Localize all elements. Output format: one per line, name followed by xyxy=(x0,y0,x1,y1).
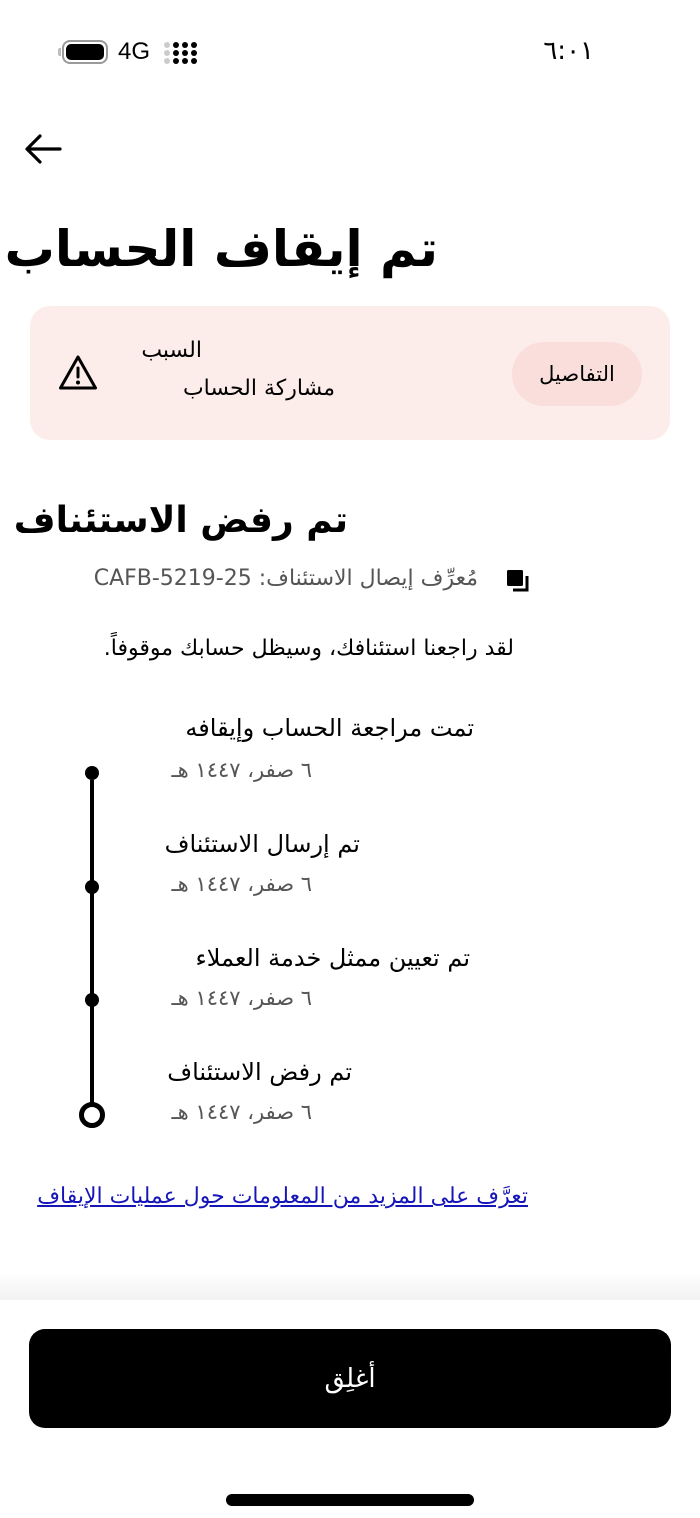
details-button[interactable]: التفاصيل xyxy=(512,342,642,406)
timeline-item-date: ٦ صفر، ١٤٤٧ هـ xyxy=(171,758,312,782)
reason-label: السبب xyxy=(141,338,202,363)
timeline-dot xyxy=(85,880,99,894)
warning-triangle-icon xyxy=(58,354,98,392)
suspension-reason-card xyxy=(30,306,670,440)
timeline-dot xyxy=(85,766,99,780)
footer-shadow xyxy=(0,1272,700,1302)
timeline-dot-current xyxy=(79,1102,105,1128)
battery-icon xyxy=(62,40,108,64)
timeline-connector xyxy=(90,780,94,1110)
learn-more-link[interactable]: تعرَّف على المزيد من المعلومات حول عمليات الإيقاف xyxy=(37,1184,528,1209)
back-button[interactable] xyxy=(22,128,64,170)
close-button[interactable]: أغلِق xyxy=(29,1329,671,1428)
timeline-item-title: تم رفض الاستئناف xyxy=(167,1058,352,1086)
clock: ٦:٠١ xyxy=(543,36,594,66)
appeal-status-heading: تم رفض الاستئناف xyxy=(13,500,348,541)
page-title: تم إيقاف الحساب xyxy=(4,220,438,278)
network-type: 4G xyxy=(118,38,151,65)
signal-icon xyxy=(164,42,200,64)
timeline-dot xyxy=(85,993,99,1007)
timeline-item-date: ٦ صفر، ١٤٤٧ هـ xyxy=(171,986,312,1010)
timeline-item-title: تم إرسال الاستئناف xyxy=(164,830,360,858)
footer xyxy=(0,1300,700,1518)
timeline-item-title: تمت مراجعة الحساب وإيقافه xyxy=(185,714,474,742)
appeal-receipt-id: مُعرِّف إيصال الاستئناف: CAFB-5219-25 xyxy=(93,566,478,591)
copy-icon xyxy=(505,568,531,594)
timeline-item-date: ٦ صفر، ١٤٤٧ هـ xyxy=(171,1100,312,1124)
battery-nub xyxy=(58,48,61,56)
appeal-message: لقد راجعنا استئنافك، وسيظل حسابك موقوفاً. xyxy=(103,636,514,661)
timeline-item-title: تم تعيين ممثل خدمة العملاء xyxy=(195,944,470,972)
reason-value: مشاركة الحساب xyxy=(182,376,335,401)
status-bar xyxy=(0,0,700,105)
appeal-timeline xyxy=(0,700,700,1140)
timeline-item-date: ٦ صفر، ١٤٤٧ هـ xyxy=(171,872,312,896)
copy-receipt-button[interactable] xyxy=(505,568,531,594)
arrow-left-icon xyxy=(24,134,62,164)
home-indicator[interactable] xyxy=(226,1494,474,1506)
